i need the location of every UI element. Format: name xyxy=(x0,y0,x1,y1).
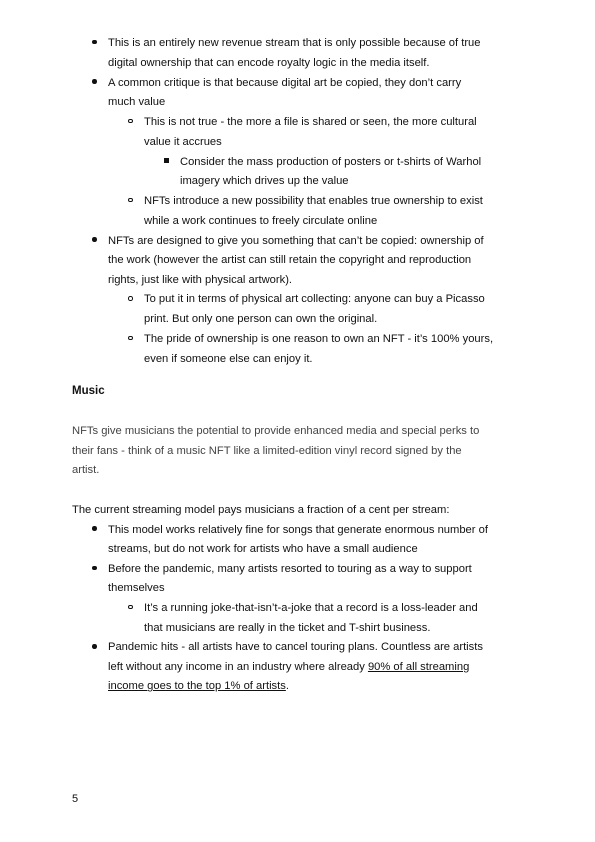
list-item-line xyxy=(108,677,289,697)
list-item-line: This model works relatively fine for songs that generate enormous number of xyxy=(108,523,488,536)
list-item-line: the work (however the artist can still retain the copyright and reproduction xyxy=(108,254,472,267)
music-paragraph-line: their fans - think of a music NFT like a limited-edition vinyl record signed by the xyxy=(72,444,462,457)
bullet-disc-icon xyxy=(92,638,97,658)
list-item-line: This is not true - the more a file is shared or seen, the more cultural xyxy=(144,116,477,128)
music-paragraph-line: artist. xyxy=(72,464,100,477)
list-item-line: To put it in terms of physical art collecting: anyone can buy a Picasso xyxy=(144,293,485,306)
list-item-line xyxy=(108,658,469,678)
list-item-line: value it accrues xyxy=(144,135,222,148)
list-item-text: left without any income in an industry where already xyxy=(108,660,368,673)
list-item-line: while a work continues to freely circulate online xyxy=(144,214,378,227)
bullet-disc-icon xyxy=(92,560,97,580)
list-item-line: digital ownership that can encode royalty logic in the media itself. xyxy=(108,56,430,69)
list-item-line: Pandemic hits - all artists have to cancel touring plans. Countless are artists xyxy=(108,641,483,654)
list-item-line: that musicians are really in the ticket and T-shirt business. xyxy=(144,621,431,634)
list-item-line: print. But only one person can own the original. xyxy=(144,313,378,325)
list-item-line: streams, but do not work for artists who have a small audience xyxy=(108,543,418,556)
streaming-intro: The current streaming model pays musicians a fraction of a cent per stream: xyxy=(72,504,450,516)
list-item-line: rights, just like with physical artwork). xyxy=(108,273,293,286)
bullet-square-icon xyxy=(164,153,169,173)
list-item-line: themselves xyxy=(108,582,165,595)
bullet-disc-icon xyxy=(92,232,97,252)
list-item-line: It’s a running joke-that-isn’t-a-joke that a record is a loss-leader and xyxy=(144,602,478,614)
bullet-disc-icon xyxy=(92,521,97,541)
list-item-line: even if someone else can enjoy it. xyxy=(144,352,313,365)
bullet-circle-icon xyxy=(128,290,133,310)
list-item-line: Consider the mass production of posters or t-shirts of Warhol xyxy=(180,155,482,168)
bullet-circle-icon xyxy=(128,599,133,619)
list-item-line: much value xyxy=(108,96,166,109)
streaming-income-link[interactable]: 90% of all streaming xyxy=(367,660,470,673)
list-item-tail: . xyxy=(285,680,289,693)
bullet-disc-icon xyxy=(92,34,97,54)
bullet-circle-icon xyxy=(128,192,133,212)
list-item-line: A common critique is that because digital art be copied, they don’t carry xyxy=(108,76,462,89)
music-paragraph-line: NFTs give musicians the potential to provide enhanced media and special perks to xyxy=(72,425,480,437)
bullet-disc-icon xyxy=(92,74,97,94)
list-item-line: This is an entirely new revenue stream that is only possible because of true xyxy=(108,37,481,49)
page-number: 5 xyxy=(72,793,79,805)
list-item-line: NFTs introduce a new possibility that enables true ownership to exist xyxy=(144,195,483,207)
list-item-line: imagery which drives up the value xyxy=(180,175,349,188)
bullet-circle-icon xyxy=(128,113,133,133)
list-item-line: NFTs are designed to give you something that can’t be copied: ownership of xyxy=(108,234,484,247)
section-heading-music: Music xyxy=(72,385,105,397)
list-item-line: Before the pandemic, many artists resorted to touring as a way to support xyxy=(108,562,472,575)
bullet-circle-icon xyxy=(128,330,133,350)
streaming-income-link-continued[interactable]: income goes to the top 1% of artists xyxy=(108,680,286,693)
list-item-line: The pride of ownership is one reason to own an NFT - it’s 100% yours, xyxy=(144,333,494,345)
